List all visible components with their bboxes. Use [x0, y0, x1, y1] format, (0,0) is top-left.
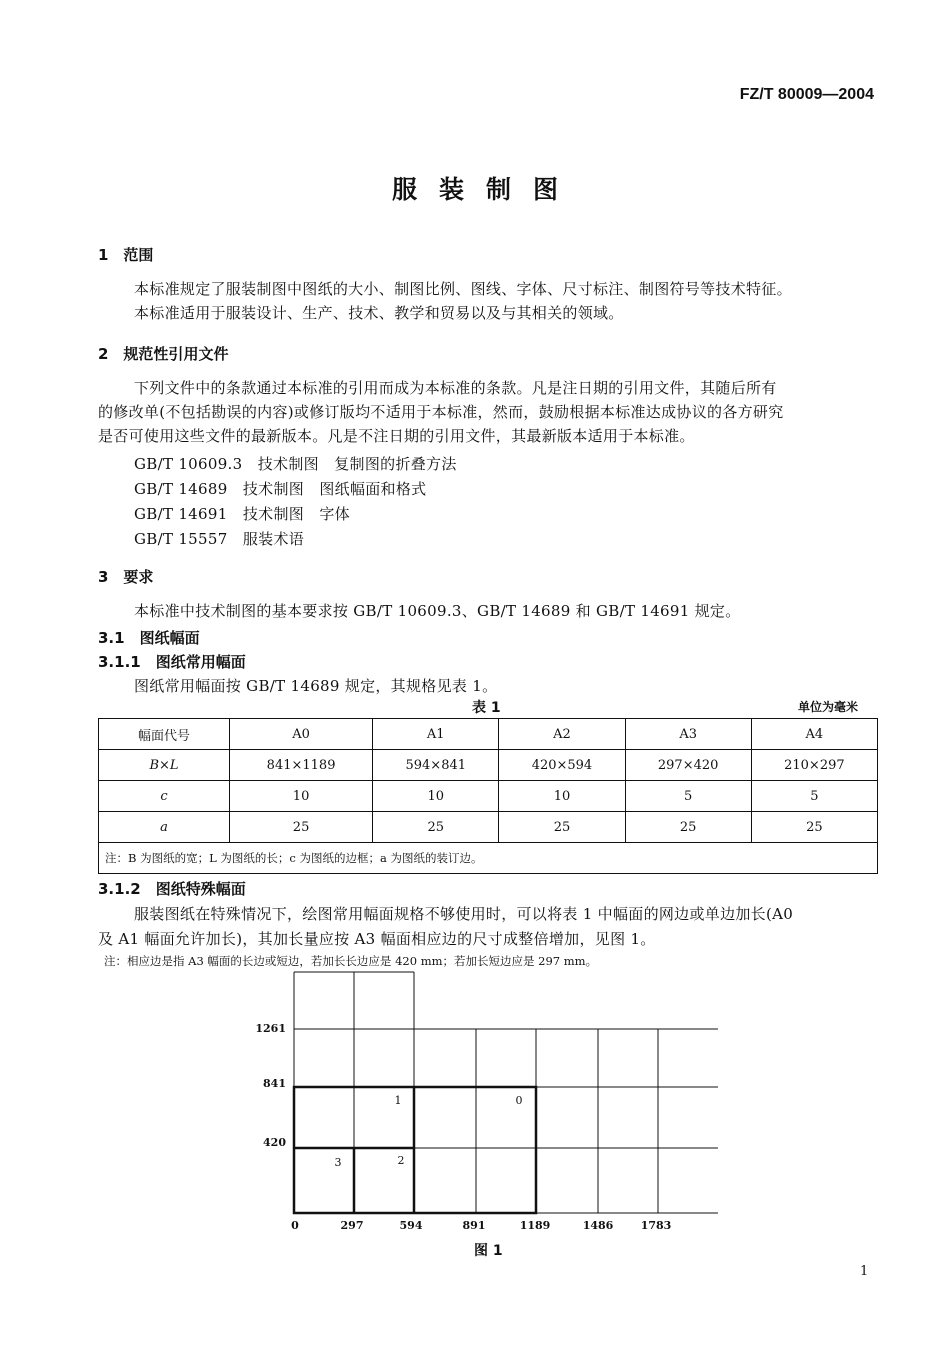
- table-header-cell: A4: [751, 719, 877, 750]
- y-tick-label: 841: [263, 1077, 286, 1090]
- x-tick-label: 594: [399, 1219, 423, 1232]
- section-3-1-heading: 3.1 图纸幅面: [98, 629, 200, 647]
- section-3-paragraph: 本标准中技术制图的基本要求按 GB/T 10609.3、GB/T 14689 和 GB/T 14691 规定。: [134, 602, 741, 620]
- reference-item: GB/T 14691 技术制图 字体: [134, 505, 350, 523]
- table-header-cell: A0: [230, 719, 373, 750]
- size-label: 0: [515, 1094, 523, 1107]
- section-2-heading: 2 规范性引用文件: [98, 345, 229, 363]
- section-3-1-1-heading: 3.1.1 图纸常用幅面: [98, 653, 246, 671]
- section-3-heading: 3 要求: [98, 568, 154, 586]
- table-cell: 841×1189: [230, 750, 373, 781]
- table-cell: 10: [230, 781, 373, 812]
- table-cell: 25: [751, 812, 877, 843]
- x-tick-label: 891: [462, 1219, 486, 1232]
- table-note: 注：B 为图纸的宽；L 为图纸的长；c 为图纸的边框；a 为图纸的装订边。: [99, 843, 878, 874]
- section-3-1-2-note: 注：相应边是指 A3 幅面的长边或短边，若加长长边应是 420 mm；若加长短边应是 297 mm。: [104, 954, 598, 968]
- section-2-line-2: 的修改单(不包括勘误的内容)或修订版均不适用于本标准，然而，鼓励根据本标准达成协议的各方研究: [98, 403, 784, 421]
- table-cell: a: [99, 812, 230, 843]
- table-header-cell: A3: [625, 719, 751, 750]
- table-unit: 单位为毫米: [797, 700, 858, 714]
- size-label: 1: [394, 1094, 402, 1107]
- size-label: 2: [397, 1154, 405, 1167]
- table-cell: 420×594: [499, 750, 625, 781]
- page-number: 1: [860, 1264, 869, 1279]
- table-cell: 5: [625, 781, 751, 812]
- x-tick-label: 1189: [519, 1219, 551, 1232]
- document-title: 服装制图: [391, 175, 580, 204]
- section-1-paragraph-1: 本标准规定了服装制图中图纸的大小、制图比例、图线、字体、尺寸标注、制图符号等技术特征。: [134, 280, 792, 298]
- table-cell: B×L: [99, 750, 230, 781]
- standard-number: FZ/T 80009—2004: [739, 86, 874, 103]
- table-cell: 10: [499, 781, 625, 812]
- table-cell: 297×420: [625, 750, 751, 781]
- x-tick-label: 1486: [582, 1219, 614, 1232]
- table-cell: 25: [625, 812, 751, 843]
- table-cell: c: [99, 781, 230, 812]
- table-header-cell: 幅面代号: [99, 719, 230, 750]
- table-caption: 表 1: [472, 700, 501, 716]
- table-cell: 25: [373, 812, 499, 843]
- reference-item: GB/T 15557 服装术语: [134, 530, 305, 548]
- reference-item: GB/T 10609.3 技术制图 复制图的折叠方法: [134, 455, 457, 473]
- figure-caption: 图 1: [474, 1243, 503, 1259]
- table-header-cell: A2: [499, 719, 625, 750]
- table-cell: 594×841: [373, 750, 499, 781]
- size-label: 3: [334, 1156, 342, 1169]
- table-cell: 210×297: [751, 750, 877, 781]
- table-cell: 10: [373, 781, 499, 812]
- section-3-1-2-line-1: 服装图纸在特殊情况下，绘图常用幅面规格不够使用时，可以将表 1 中幅面的网边或单边加长(A0: [134, 905, 794, 923]
- table-cell: 5: [751, 781, 877, 812]
- table-header-cell: A1: [373, 719, 499, 750]
- y-tick-label: 420: [263, 1136, 286, 1149]
- x-tick-label: 297: [340, 1219, 364, 1232]
- x-tick-label: 1783: [640, 1219, 672, 1232]
- section-2-line-1: 下列文件中的条款通过本标准的引用而成为本标准的条款。凡是注日期的引用文件，其随后所有: [134, 379, 777, 397]
- section-3-1-2-line-2: 及 A1 幅面允许加长)，其加长量应按 A3 幅面相应边的尺寸成整倍增加，见图 1。: [98, 930, 656, 948]
- y-tick-label: 1261: [255, 1022, 286, 1035]
- section-1-paragraph-2: 本标准适用于服装设计、生产、技术、教学和贸易以及与其相关的领域。: [134, 304, 624, 322]
- section-3-1-1-text: 图纸常用幅面按 GB/T 14689 规定，其规格见表 1。: [134, 677, 498, 695]
- reference-item: GB/T 14689 技术制图 图纸幅面和格式: [134, 480, 427, 498]
- section-3-1-2-heading: 3.1.2 图纸特殊幅面: [98, 880, 246, 898]
- section-1-heading: 1 范围: [98, 246, 154, 264]
- table-cell: 25: [499, 812, 625, 843]
- table-cell: 25: [230, 812, 373, 843]
- x-tick-label: 0: [291, 1219, 299, 1232]
- section-2-line-3: 是否可使用这些文件的最新版本。凡是不注日期的引用文件，其最新版本适用于本标准。: [98, 427, 695, 445]
